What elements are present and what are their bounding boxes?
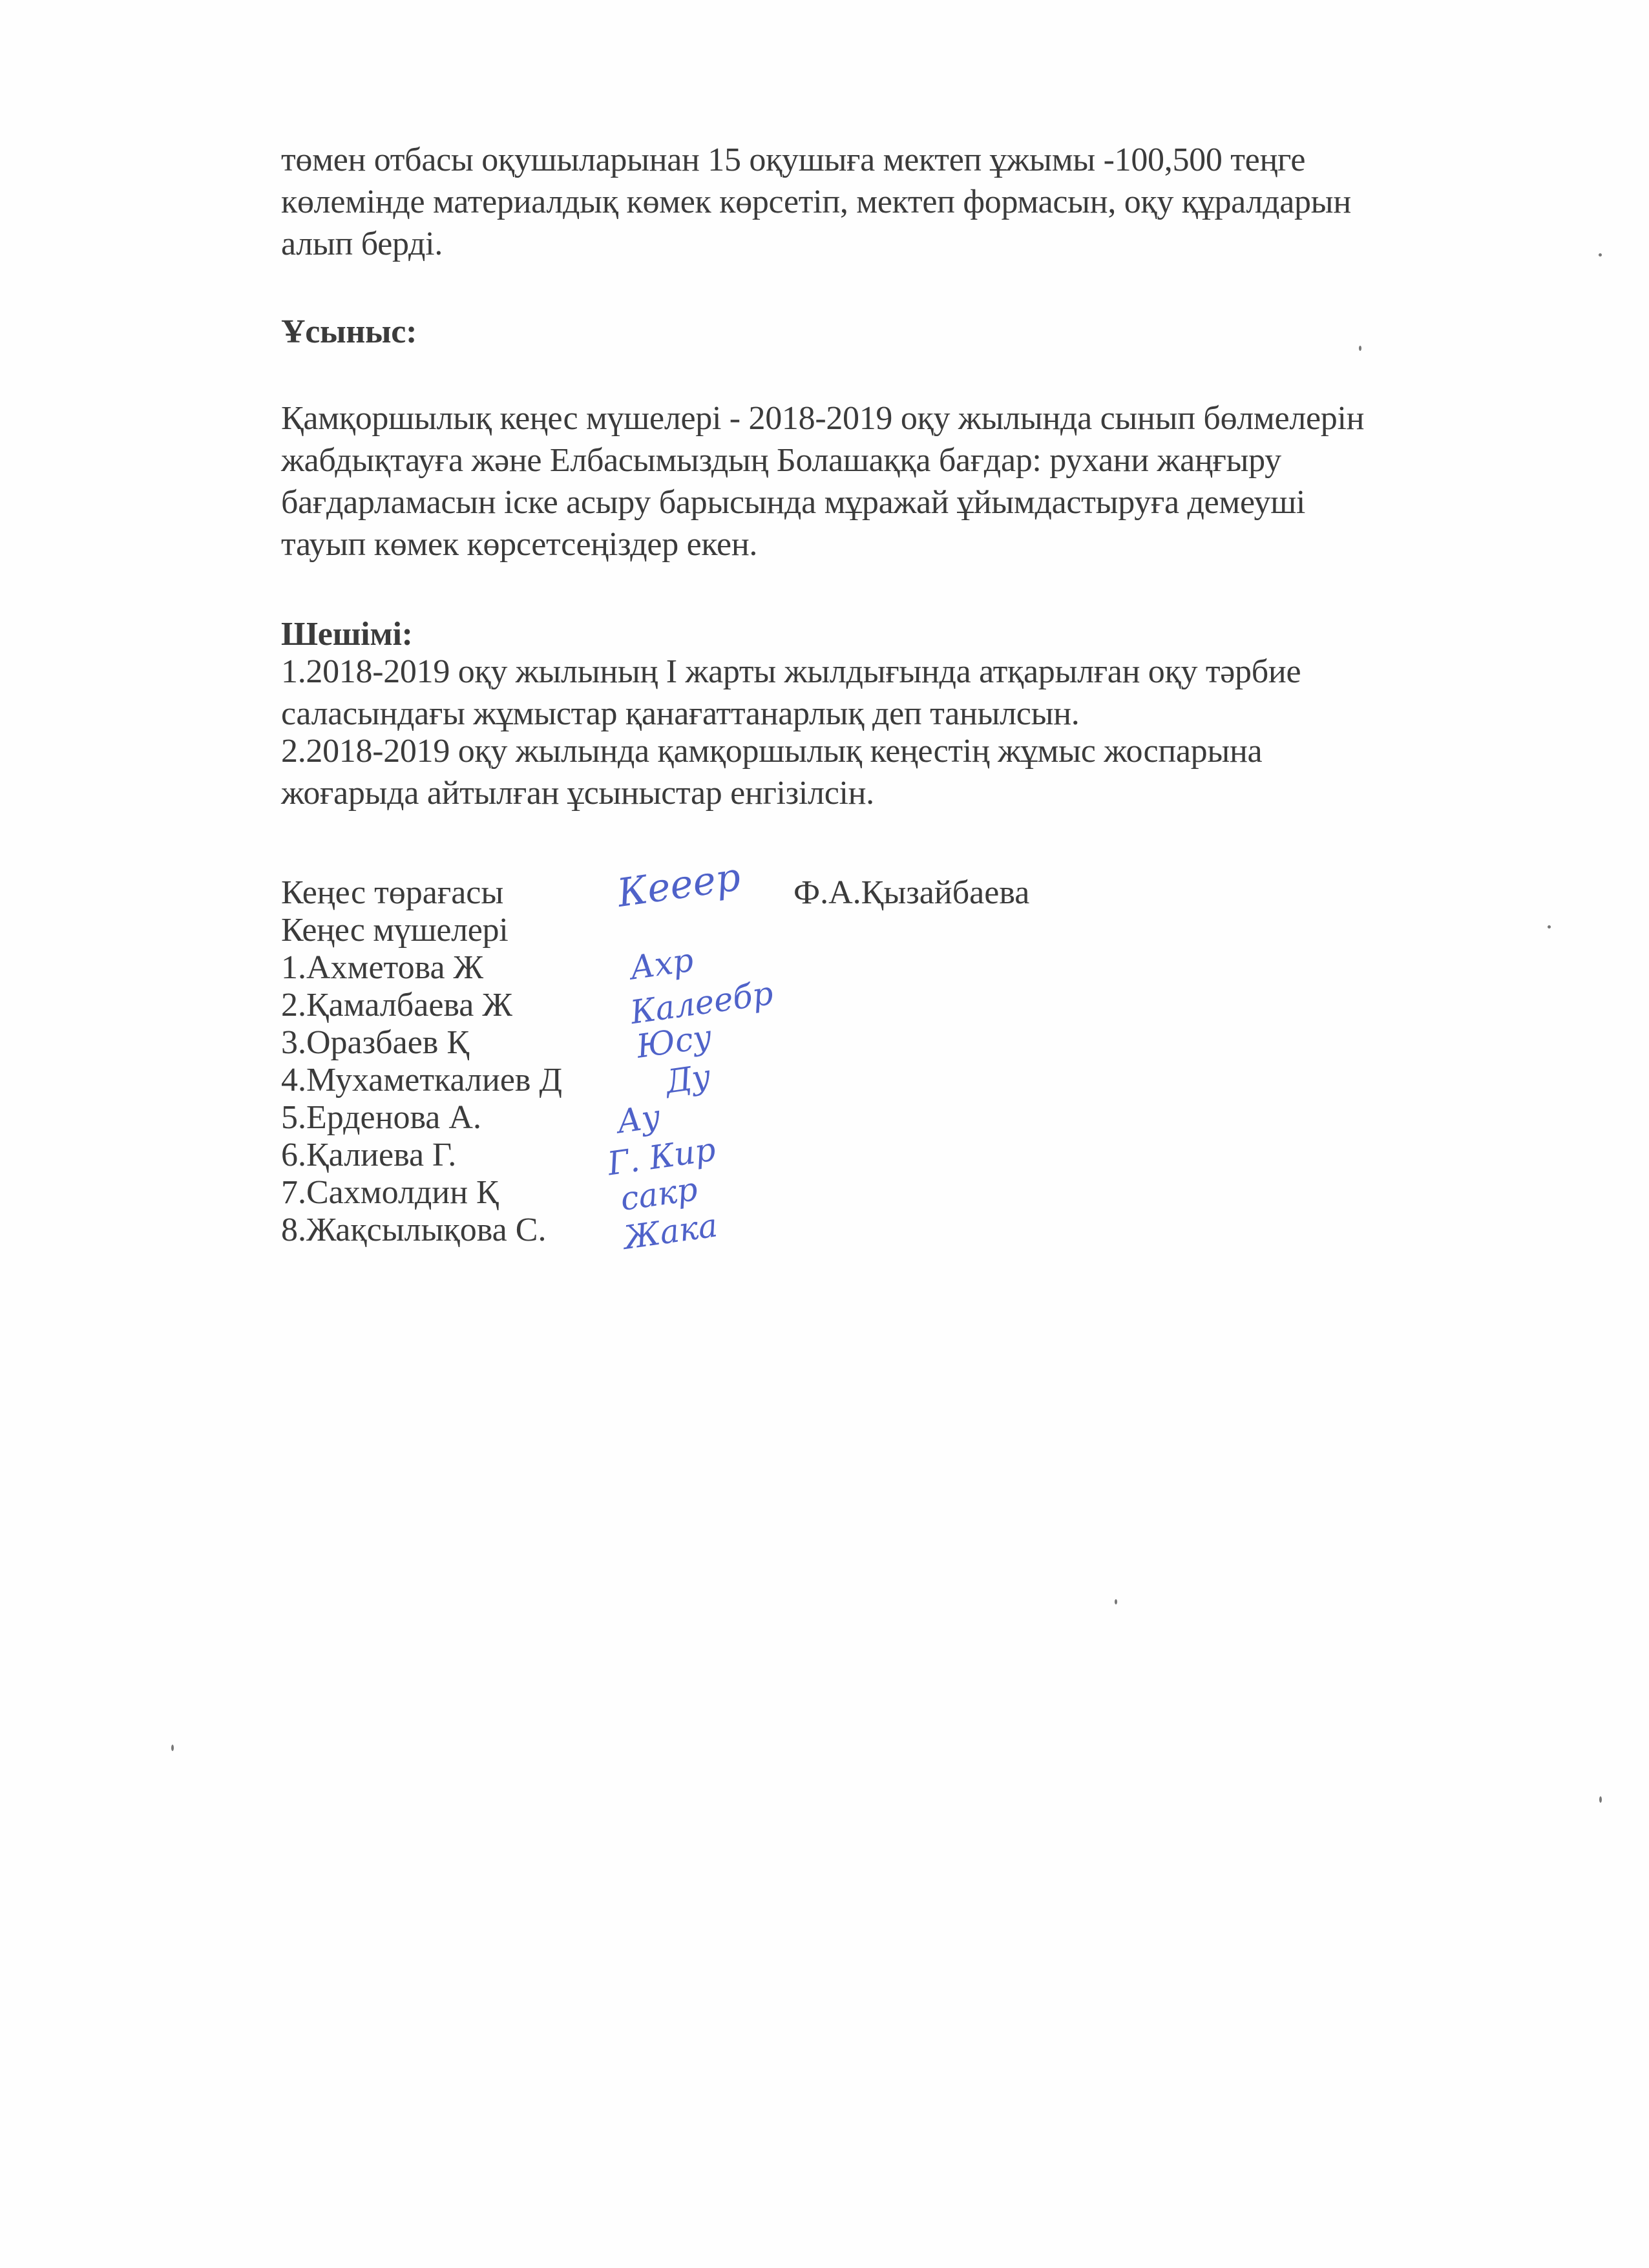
scan-speck: [1359, 346, 1361, 351]
scan-speck: [1599, 1796, 1602, 1803]
decision-line-1: 1.2018-2019 оқу жылының І жарты жылдығында атқарылған оқу тәрбие: [281, 653, 1301, 690]
member-name: 8.Жақсылықова С.: [281, 1212, 547, 1248]
members-label: Кеңес мүшелері: [281, 912, 509, 949]
decision-line-2: саласындағы жұмыстар қанағаттанарлық деп танылсын.: [281, 695, 1080, 732]
intro-line-3: алып берді.: [281, 226, 443, 262]
decision-heading: Шешімі:: [281, 616, 413, 653]
proposal-heading: Ұсыныс:: [281, 313, 417, 350]
member-signature: Юсу: [634, 1018, 715, 1066]
scan-speck: [1548, 925, 1551, 929]
chair-signature: Кееер: [614, 854, 744, 916]
member-name: 6.Қалиева Г.: [281, 1137, 457, 1173]
member-signature: Ахр: [627, 941, 696, 987]
proposal-line-2: жабдықтауға және Елбасымыздың Болашаққа бағдар: рухани жаңғыру: [281, 442, 1281, 479]
member-name: 3.Оразбаев Қ: [281, 1024, 470, 1061]
scan-speck: [171, 1745, 174, 1751]
proposal-line-3: бағдарламасын іске асыру барысында мұражай ұйымдастыруға демеуші: [281, 484, 1306, 521]
member-signature: Калеебр: [628, 974, 776, 1032]
intro-line-1: төмен отбасы оқушыларынан 15 оқушыға мектеп ұжымы -100,500 теңге: [281, 142, 1306, 178]
member-name: 2.Қамалбаева Ж: [281, 987, 512, 1024]
member-name: 7.Сахмолдин Қ: [281, 1174, 499, 1211]
member-name: 1.Ахметова Ж: [281, 949, 484, 986]
member-name: 5.Ерденова А.: [281, 1099, 481, 1136]
decision-line-3: 2.2018-2019 оқу жылында қамқоршылық кеңестің жұмыс жоспарына: [281, 733, 1263, 770]
member-signature: Ау: [614, 1097, 663, 1141]
scan-speck: [1599, 253, 1602, 257]
decision-line-4: жоғарыда айтылған ұсыныстар енгізілсін.: [281, 775, 874, 812]
member-signature: Г. Кир: [605, 1130, 719, 1183]
scan-speck: [1115, 1599, 1117, 1604]
member-name: 4.Мухаметкалиев Д: [281, 1062, 562, 1098]
chair-name: Ф.А.Қызайбаева: [793, 874, 1030, 911]
proposal-line-4: тауып көмек көрсетсеңіздер екен.: [281, 526, 758, 563]
proposal-line-1: Қамқоршылық кеңес мүшелері - 2018-2019 оқу жылында сынып бөлмелерін: [281, 400, 1365, 437]
chair-label: Кеңес төрағасы: [281, 874, 504, 911]
member-signature: сакр: [618, 1170, 700, 1219]
member-signature: Жака: [621, 1206, 720, 1257]
intro-line-2: көлемінде материалдық көмек көрсетіп, мектеп формасын, оқу құралдарын: [281, 184, 1351, 220]
member-signature: Ду: [663, 1057, 713, 1101]
